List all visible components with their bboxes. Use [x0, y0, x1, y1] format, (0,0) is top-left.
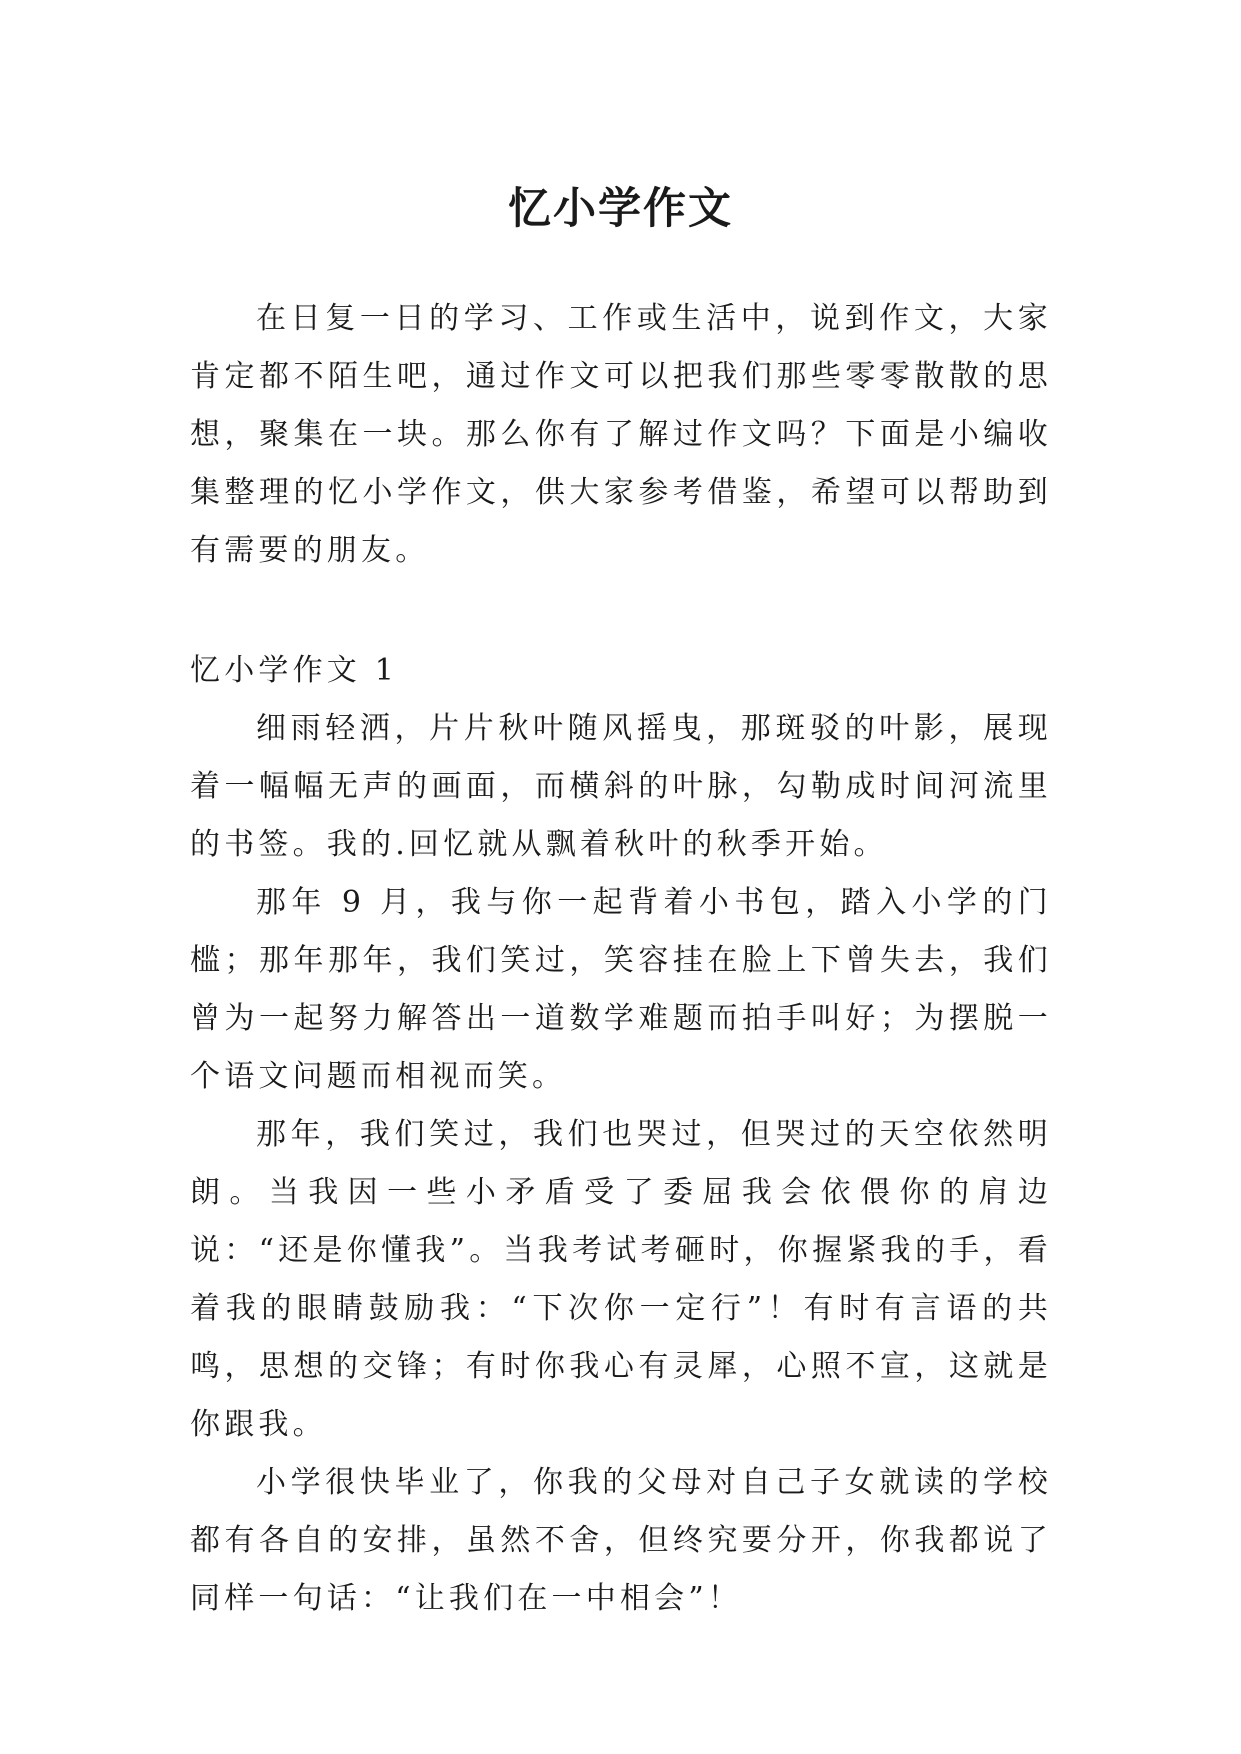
body-paragraph: 那年 9 月，我与你一起背着小书包，踏入小学的门槛；那年那年，我们笑过，笑容挂在脸上下曾失去，我们曾为一起努力解答出一道数学难题而拍手叫好；为摆脱一个语文问题而相视而笑。: [190, 885, 1052, 1094]
intro-paragraph: 在日复一日的学习、工作或生活中，说到作文，大家肯定都不陌生吧，通过作文可以把我们那些零零散散的思想，聚集在一块。那么你有了解过作文吗？下面是小编收集整理的忆小学作文，供大家参考借鉴，希望可以帮助到有需要的朋友。: [190, 301, 1052, 568]
document-body: [190, 290, 1052, 1628]
document-title: 忆小学作文: [508, 183, 733, 234]
body-paragraph: 小学很快毕业了，你我的父母对自己子女就读的学校都有各自的安排，虽然不舍，但终究要分开，你我都说了同样一句话：“让我们在一中相会”！: [190, 1465, 1052, 1616]
body-paragraph: 那年，我们笑过，我们也哭过，但哭过的天空依然明朗。当我因一些小矛盾受了委屈我会依偎你的肩边说：“还是你懂我”。当我考试考砸时，你握紧我的手，看着我的眼睛鼓励我：“下次你一定行”！有时有言语的共鸣，思想的交锋；有时你我心有灵犀，心照不宣，这就是你跟我。: [190, 1117, 1052, 1442]
section-heading: 忆小学作文 1: [190, 653, 399, 688]
body-paragraph: 细雨轻洒，片片秋叶随风摇曳，那斑驳的叶影，展现着一幅幅无声的画面，而横斜的叶脉，勾勒成时间河流里的书签。我的.回忆就从飘着秋叶的秋季开始。: [190, 711, 1052, 862]
